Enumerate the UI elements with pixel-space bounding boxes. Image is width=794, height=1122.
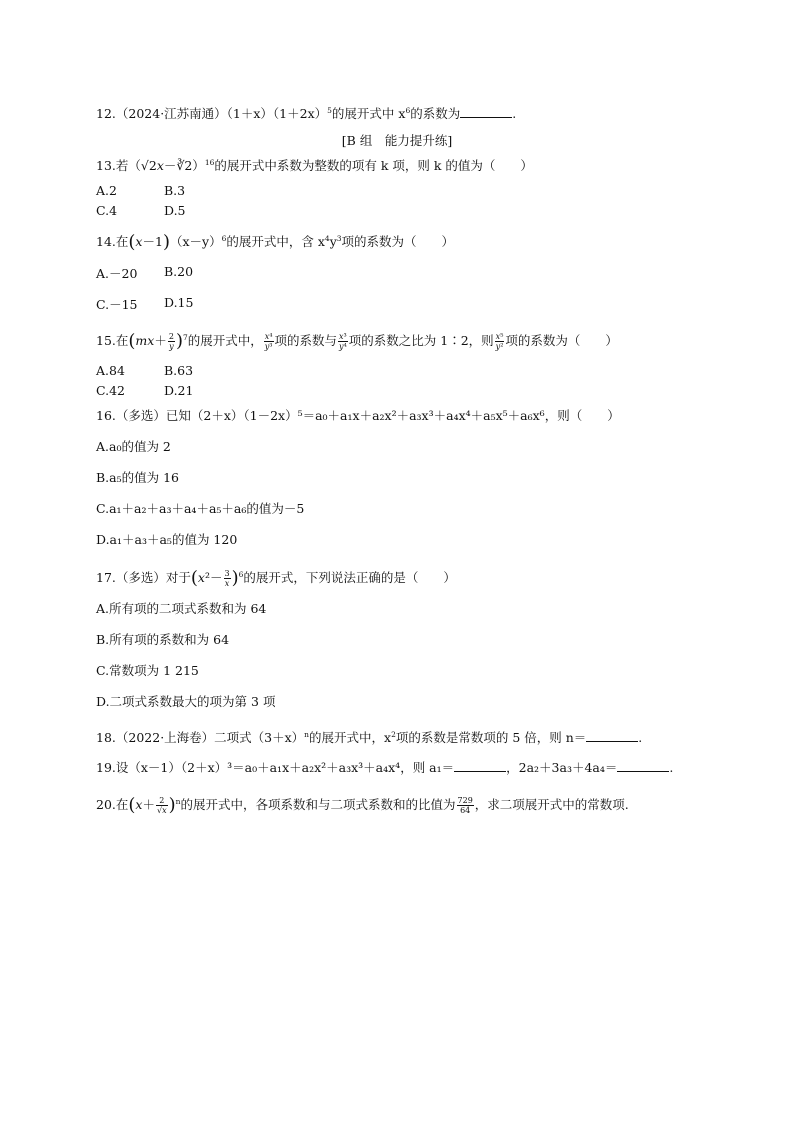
ratio-denominator: 64 (460, 806, 471, 816)
q12-prefix: 12.（2024·江苏南通）（1＋x）（1＋2x） (96, 106, 328, 122)
q15-text-d: 项的系数之比为 1∶2，则 (348, 333, 494, 349)
q14-text-c: 的展开式中，含 x (226, 234, 325, 250)
q14-e2: 3 (336, 234, 342, 243)
answer-blank (460, 105, 512, 118)
q18-exp: n (304, 730, 310, 739)
q15-exp: 7 (182, 333, 188, 342)
option-c: C.4 (96, 203, 118, 218)
question-12 (96, 103, 516, 122)
q13-text-a: 13.若（ (96, 158, 141, 174)
q19-text-a: 19.设（x－1）（2＋x）³＝a₀＋a₁x＋a₂x²＋a₃x³＋a₄x⁴，则 a₁＝ (96, 760, 455, 775)
q20-text-a: 20.在 (96, 797, 129, 813)
option-c: C.42 (96, 383, 125, 398)
q13-exp: 16 (204, 158, 215, 167)
question-17: 17.（多选）对于(x²－ $\frac{3}{x}$ )$^6$的展开式，下列说法正确的是（ ） (96, 567, 456, 589)
q14-mid: y (329, 234, 337, 250)
option-d: D.a₁＋a₃＋a₅的值为 120 (96, 532, 238, 547)
question-19 (96, 759, 673, 776)
question-14: 14.在$(x-1)(x-y)^6$的展开式中，含 $x^4y^3$项的系数为（ ） (96, 231, 455, 253)
option-a: A.所有项的二项式系数和为 64 (96, 601, 267, 616)
q15-options-row1 (96, 363, 194, 378)
option-a: A.a₀的值为 2 (96, 439, 171, 454)
q14-text-d: 项的系数为（ ） (341, 234, 455, 250)
q12-end: . (512, 106, 517, 122)
q15-options-row2 (96, 383, 194, 398)
q15-text-c: 项的系数与 (274, 333, 338, 349)
answer-blank-1 (454, 759, 506, 772)
q14-options-row1 (96, 264, 194, 282)
option-b: B.20 (164, 264, 194, 279)
option-b: B.63 (164, 363, 194, 378)
option-d: D.15 (164, 295, 194, 310)
section-heading: [B 组 能力提升练] (341, 133, 453, 148)
question-15: 15.在(mx＋ $\frac{2}{y}$ )$^7$的展开式中， $\frac{\text{x⁴}}{\text{y³}}$ 项的系数与 $\frac{\text{x³}}{\text{y⁴}}$ 项的系数之比为 1∶2，则 $\frac{\text{x⁵}}{\text{y²}}$ 项的系数为（ ） (96, 330, 618, 352)
option-b: B.a₅的值为 16 (96, 470, 180, 485)
q18-text-b: 的展开式中，x (309, 730, 392, 746)
q17-text-b: 的展开式，下列说法正确的是（ ） (243, 570, 456, 586)
q17-text-a: 17.（多选）对于 (96, 570, 191, 586)
q12-exp: 5 (327, 106, 332, 115)
q15-text-a: 15.在 (96, 333, 129, 349)
q15-text-e: 项的系数为（ ） (505, 333, 618, 349)
q13-expr: √2x－∛2 (140, 158, 193, 174)
q13-options-row2 (96, 203, 186, 218)
q18-text-c: 项的系数是常数项的 5 倍，则 n＝ (395, 730, 587, 746)
q18-text-a: 18.（2022·上海卷）二项式（3＋x） (96, 730, 305, 746)
q14-e1: 4 (324, 234, 330, 243)
q12-suffix: 的系数为 (410, 106, 461, 122)
q14-options-row2 (96, 295, 194, 313)
q19-text-b: ，2a₂＋3a₃＋4a₄＝ (506, 760, 618, 775)
q12-exp2: 6 (405, 106, 411, 115)
q20-text-b: 的展开式中，各项系数和与二项式系数和的比值为 (180, 797, 456, 813)
q18-end: . (638, 730, 643, 746)
answer-blank-2 (617, 759, 669, 772)
option-a: A.84 (96, 363, 125, 378)
q13-options-row1 (96, 183, 186, 198)
option-d: D.二项式系数最大的项为第 3 项 (96, 694, 276, 709)
option-b: B.所有项的系数和为 64 (96, 632, 230, 647)
q14-text-b: （x－y） (169, 234, 222, 250)
question-18 (96, 727, 642, 746)
answer-blank (586, 729, 638, 742)
q13-text-b: ） (192, 158, 205, 174)
q14-text-a: 14.在 (96, 234, 129, 250)
q20-exp: n (175, 797, 181, 806)
option-c: C.－15 (96, 297, 138, 312)
q18-e2: 2 (391, 730, 396, 739)
option-b: B.3 (164, 183, 186, 198)
q14-exp: 6 (221, 234, 227, 243)
option-a: A.－20 (96, 266, 138, 281)
q17-exp: 6 (238, 570, 244, 579)
q15-text-b: 的展开式中， (187, 333, 263, 349)
option-c: C.常数项为 1 215 (96, 663, 199, 678)
question-16: 16.（多选）已知（2＋x）（1－2x）⁵＝a₀＋a₁x＋a₂x²＋a₃x³＋a₄x⁴＋a₅x⁵＋a₆x⁶，则（ ） (96, 408, 620, 423)
q19-end: . (669, 760, 674, 775)
question-20: 20.在(x＋ $\frac{2}{√x}$ )$^n$的展开式中，各项系数和与二项式系数和的比值为 $\frac{729}{64}$ ，求二项展开式中的常数项. (96, 794, 629, 816)
option-d: D.21 (164, 383, 194, 398)
q12-mid: 的展开式中 x (331, 106, 406, 122)
option-d: D.5 (164, 203, 186, 218)
q13-text-c: 的展开式中系数为整数的项有 k 项，则 k 的值为（ ） (214, 158, 533, 174)
option-a: A.2 (96, 183, 117, 198)
option-c: C.a₁＋a₂＋a₃＋a₄＋a₅＋a₆的值为－5 (96, 501, 305, 516)
q20-text-c: ，求二项展开式中的常数项. (474, 797, 629, 813)
ratio-numerator: 729 (457, 796, 473, 806)
question-13 (96, 155, 533, 174)
